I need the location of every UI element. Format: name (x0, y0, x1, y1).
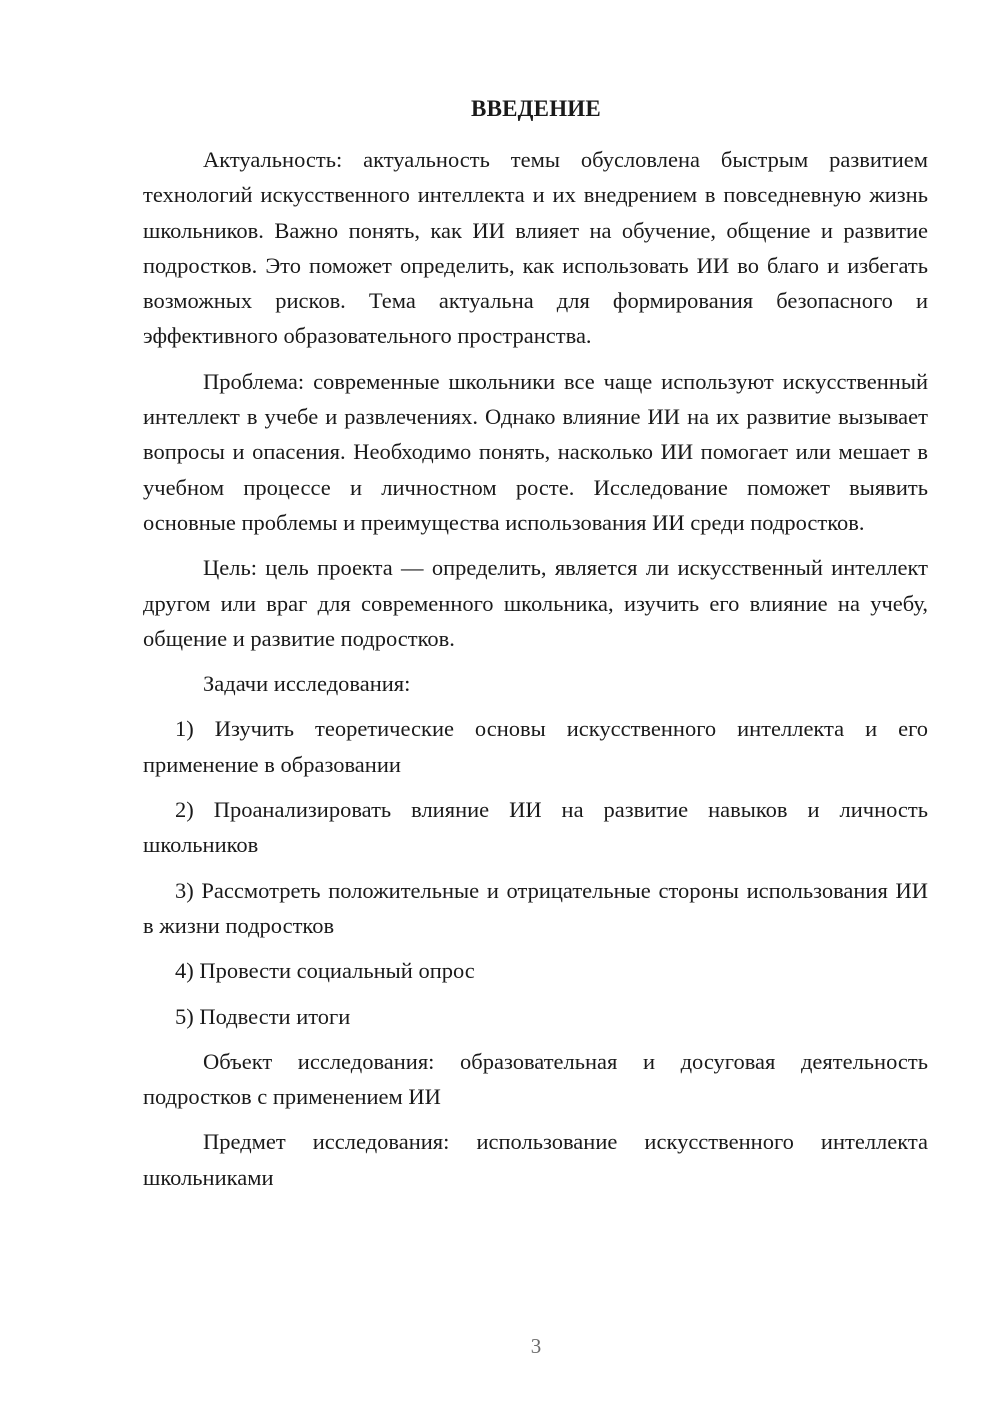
task-item: 3) Рассмотреть положительные и отрицательные стороны использования ИИ в жизни подростков (143, 877, 928, 938)
paragraph-relevance: Актуальность: актуальность темы обусловлена быстрым развитием технологий искусственного интеллекта и их внедрением в повседневную жизнь школьников. Важно понять, как ИИ влияет на обучение, общение и развитие подростков. Это поможет определить, как использовать ИИ во благо и избегать возможных рисков. Тема актуальна для формирования безопасного и эффективного образовательного пространства. (143, 147, 928, 349)
document-body (143, 142, 928, 1205)
task-item: 5) Подвести итоги (175, 1003, 351, 1029)
paragraph-object: Объект исследования: образовательная и досуговая деятельность подростков с применением ИИ (143, 1048, 928, 1110)
section-heading: ВВЕДЕНИЕ (471, 96, 601, 121)
paragraph-tasks-heading: Задачи исследования: (203, 671, 411, 697)
paragraph-subject: Предмет исследования: использование искусственного интеллекта школьниками (143, 1129, 928, 1190)
paragraph-problem: Проблема: современные школьники все чаще используют искусственный интеллект в учебе и развлечениях. Однако влияние ИИ на их развитие вызывает вопросы и опасения. Необходимо понять, насколько ИИ помогает или мешает в учебном процессе и личностном росте. Исследование поможет выявить основные проблемы и преимущества использования ИИ среди подростков. (143, 368, 928, 535)
page-number: 3 (530, 1334, 542, 1358)
paragraph-goal: Цель: цель проекта — определить, является ли искусственный интеллект другом или враг для современного школьника, изучить его влияние на учебу, общение и развитие подростков. (143, 555, 928, 651)
task-item: 1) Изучить теоретические основы искусственного интеллекта и его применение в образовании (143, 716, 928, 777)
task-item: 4) Провести социальный опрос (175, 958, 475, 984)
task-item: 2) Проанализировать влияние ИИ на развитие навыков и личность школьников (143, 797, 928, 858)
